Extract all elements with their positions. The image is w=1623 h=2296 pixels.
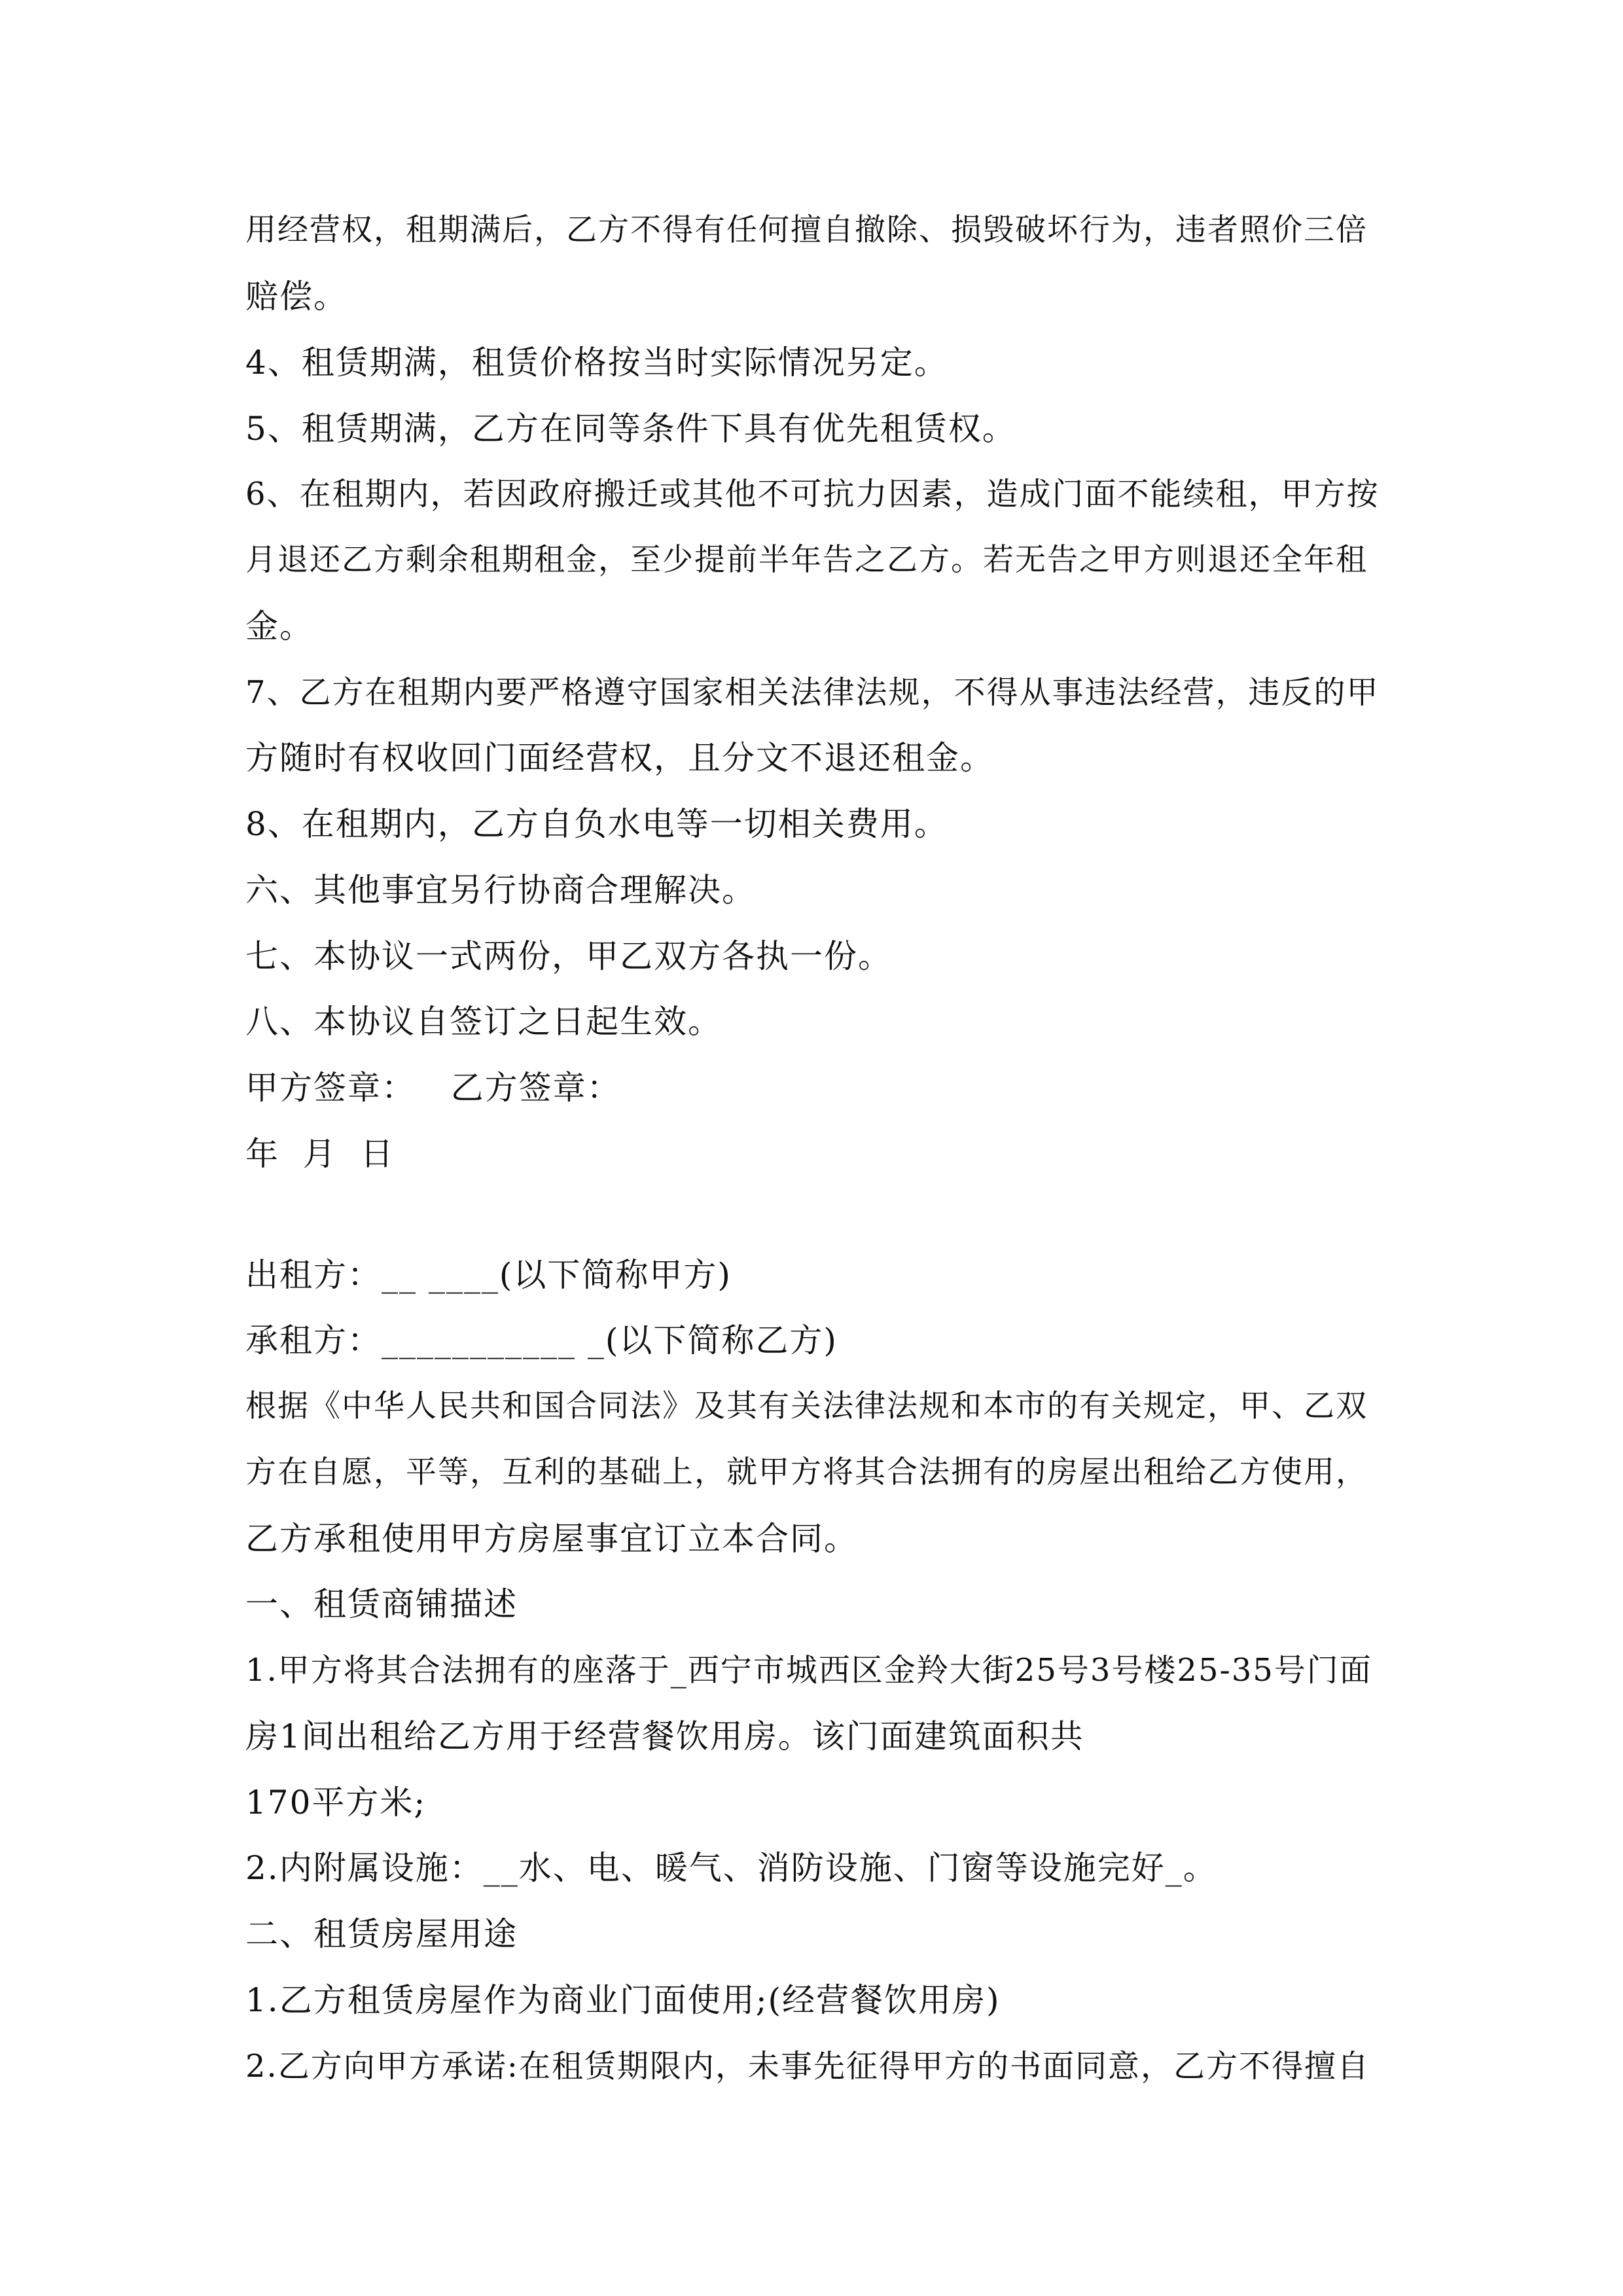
text-line: 170平方米; [245,1784,427,1821]
text-line: 用经营权，租期满后，乙方不得有任何擅自撤除、损毁破坏行为，违者照价三倍 [245,212,1368,248]
text-line: 七、本协议一式两份，甲乙双方各执一份。 [245,937,892,975]
text-line: 赔偿。 [245,278,348,315]
text-line: 5、租赁期满，乙方在同等条件下具有优先租赁权。 [245,410,1016,448]
lessor-line: 出租方：__ ____(以下简称甲方) [245,1256,732,1294]
section-heading: 一、租赁商铺描述 [245,1585,518,1623]
text-line: 方在自愿，平等，互利的基础上，就甲方将其合法拥有的房屋出租给乙方使用， [245,1454,1368,1490]
text-line: 1.乙方租赁房屋作为商业门面使用;(经营餐饮用房) [245,1981,1001,2019]
text-line: 1.甲方将其合法拥有的座落于_西宁市城西区金羚大街25号3号楼25-35号门面 [245,1652,1372,1689]
section-heading: 二、租赁房屋用途 [245,1915,518,1953]
text-line: 乙方承租使用甲方房屋事宜订立本合同。 [245,1520,858,1558]
date-line: 年 月 日 [245,1135,395,1173]
text-line: 方随时有权收回门面经营权，且分文不退还租金。 [245,739,994,777]
text-line: 房1间出租给乙方用于经营餐饮用房。该门面建筑面积共 [245,1717,1084,1755]
text-line: 根据《中华人民共和国合同法》及其有关法律法规和本市的有关规定，甲、乙双 [245,1388,1368,1424]
text-line: 4、租赁期满，租赁价格按当时实际情况另定。 [245,344,948,382]
text-line: 7、乙方在租期内要严格遵守国家相关法律法规，不得从事违法经营，违反的甲 [245,674,1380,711]
text-line: 6、在租期内，若因政府搬迁或其他不可抗力因素，造成门面不能续租，甲方按 [245,476,1380,512]
text-line: 金。 [245,607,313,645]
text-line: 八、本协议自签订之日起生效。 [245,1003,722,1041]
text-line: 2.内附属设施：__水、电、暖气、消防设施、门窗等设施完好_。 [245,1849,1217,1887]
text-line: 六、其他事宜另行协商合理解决。 [245,871,756,909]
signature-line: 甲方签章： 乙方签章： [245,1069,621,1107]
text-line: 月退还乙方剩余租期租金，至少提前半年告之乙方。若无告之甲方则退还全年租 [245,542,1368,578]
text-line: 2.乙方向甲方承诺:在租赁期限内，未事先征得甲方的书面同意，乙方不得擅自 [245,2048,1370,2085]
text-line: 8、在租期内，乙方自负水电等一切相关费用。 [245,805,948,843]
lessee-line: 承租方：___________ _(以下简称乙方) [245,1321,838,1359]
